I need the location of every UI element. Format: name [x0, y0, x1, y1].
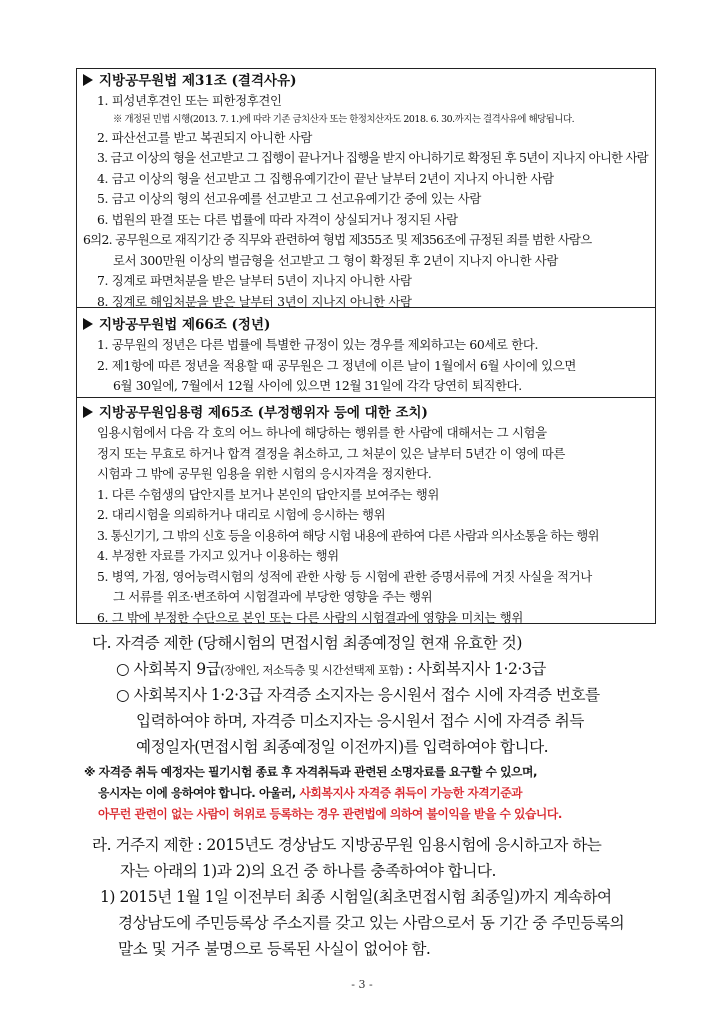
list-item-continuation: 6월 30일에, 7월에서 12월 사이에 있으면 12월 31일에 각각 당연히 퇴직한다. — [113, 378, 522, 393]
footnote: ※ 개정된 민법 시행(2013. 7. 1.)에 따라 기존 금치산자 또는 한정치산자도 2018. 6. 30.까지는 결격사유에 해당됩니다. — [113, 113, 575, 125]
list-item: 2. 파산선고를 받고 복권되지 아니한 사람 — [97, 129, 312, 145]
list-item-continuation: 예정일자(면접시험 최종예정일 이전까지)를 입력하여야 합니다. — [136, 738, 549, 756]
section-qualification — [92, 630, 662, 760]
section-heading: 라. 거주지 제한 : 2015년도 경상남도 지방공무원 임용시험에 응시하고자 하는 — [92, 836, 602, 854]
legal-excerpt-box — [76, 68, 656, 624]
section-title: 지방공무원법 제66조 (정년) — [83, 315, 649, 335]
paragraph-line: 시험과 그 밖에 공무원 임용을 위한 시험의 응시자격을 정지한다. — [97, 466, 432, 481]
list-item: ○ 사회복지 9급(장애인, 저소득층 및 시간선택제 포함) : 사회복지사 1·2·3급 — [116, 660, 546, 678]
notice — [84, 762, 664, 825]
section-divider — [77, 397, 655, 398]
section-heading-continuation: 자는 아래의 1)과 2)의 요건 중 하나를 충족하여야 합니다. — [120, 862, 496, 880]
list-item: 6. 법원의 판결 또는 다른 법률에 따라 자격이 상실되거나 정지된 사람 — [97, 211, 458, 227]
list-item-continuation: 로서 300만원 이상의 벌금형을 선고받고 그 형이 확정된 후 2년이 지나지 아니한 사람 — [113, 252, 559, 268]
list-item-continuation: 경상남도에 주민등록상 주소지를 갖고 있는 사람으로서 동 기간 중 주민등록의 — [118, 914, 625, 932]
list-item: 3. 금고 이상의 형을 선고받고 그 집행이 끝나거나 집행을 받지 아니하기로 확정된 후 5년이 지나지 아니한 사람 — [97, 150, 648, 165]
list-item-continuation: 그 서류를 위조·변조하여 시험결과에 부당한 영향을 주는 행위 — [113, 589, 433, 604]
section-title: 지방공무원법 제31조 (결격사유) — [83, 71, 649, 91]
section-residence — [92, 832, 662, 962]
list-item-continuation: 말소 및 거주 불명으로 등록된 사실이 없어야 함. — [118, 940, 431, 958]
notice-line: 응시자는 이에 응하여야 합니다. 아울러, 사회복지사 자격증 취득이 가능한 자격기준과 — [98, 786, 523, 800]
notice-line: ※ 자격증 취득 예정자는 필기시험 종료 후 자격취득과 관련된 소명자료를 요구할 수 있으며, — [84, 765, 537, 779]
list-item-continuation: 입력하여야 하며, 자격증 미소지자는 응시원서 접수 시에 자격증 취득 — [136, 712, 584, 730]
section-divider — [77, 307, 655, 308]
paragraph-line: 정지 또는 무효로 하거나 합격 결정을 취소하고, 그 처분이 있은 날부터 5년간 이 영에 따른 — [97, 445, 566, 461]
triangle-bullet-icon — [83, 318, 93, 330]
list-item: 5. 병역, 가점, 영어능력시험의 성적에 관한 사항 등 시험에 관한 증명서류에 거짓 사실을 적거나 — [97, 568, 592, 584]
list-item: 6의2. 공무원으로 재직기간 중 직무와 관련하여 형법 제355조 및 제356조에 규정된 죄를 범한 사람으 — [83, 232, 592, 247]
list-item: 4. 부정한 자료를 가지고 있거나 이용하는 행위 — [97, 548, 339, 563]
list-item: 2. 대리시험을 의뢰하거나 대리로 시험에 응시하는 행위 — [97, 507, 386, 522]
list-item: 1. 다른 수험생의 답안지를 보거나 본인의 답안지를 보여주는 행위 — [97, 486, 439, 502]
list-item: 1) 2015년 1월 1일 이전부터 최종 시험일(최초면접시험 최종일)까지 계속하여 — [100, 888, 612, 906]
list-item: 8. 징계로 해임처분을 받은 날부터 3년이 지나지 아니한 사람 — [97, 293, 412, 309]
section-title: 지방공무원임용령 제65조 (부정행위자 등에 대한 조치) — [83, 403, 649, 423]
list-item: 2. 제1항에 따른 정년을 적용할 때 공무원은 그 정년에 이른 날이 1월에서 6월 사이에 있으면 — [97, 357, 577, 373]
section-article-31 — [83, 71, 649, 312]
list-item: ○ 사회복지사 1·2·3급 자격증 소지자는 응시원서 접수 시에 자격증 번호를 — [116, 686, 600, 704]
section-article-66 — [83, 315, 649, 397]
section-article-65 — [83, 403, 649, 628]
triangle-bullet-icon — [83, 406, 93, 418]
list-item: 4. 금고 이상의 형을 선고받고 그 집행유예기간이 끝난 날부터 2년이 지나지 아니한 사람 — [97, 170, 554, 186]
paragraph-line: 임용시험에서 다음 각 호의 어느 하나에 해당하는 행위를 한 사람에 대해서는 그 시험을 — [97, 425, 547, 440]
list-item: 6. 그 밖에 부정한 수단으로 본인 또는 다른 사람의 시험결과에 영향을 미치는 행위 — [97, 609, 524, 625]
list-item: 1. 피성년후견인 또는 피한정후견인 — [97, 93, 282, 108]
section-heading: 다. 자격증 제한 (당해시험의 면접시험 최종예정일 현재 유효한 것) — [92, 634, 522, 652]
list-item: 3. 통신기기, 그 밖의 신호 등을 이용하여 해당 시험 내용에 관하여 다른 사람과 의사소통을 하는 행위 — [97, 527, 599, 543]
triangle-bullet-icon — [83, 74, 93, 86]
notice-line: 아무런 관련이 없는 사람이 허위로 등록하는 경우 관련법에 의하여 불이익을 받을 수 있습니다. — [98, 807, 562, 821]
list-item: 1. 공무원의 정년은 다른 법률에 특별한 규정이 있는 경우를 제외하고는 60세로 한다. — [97, 337, 539, 352]
page-number: - 3 - — [351, 978, 373, 991]
list-item: 7. 징계로 파면처분을 받은 날부터 5년이 지나지 아니한 사람 — [97, 273, 412, 288]
list-item: 5. 금고 이상의 형의 선고유예를 선고받고 그 선고유예기간 중에 있는 사람 — [97, 191, 481, 206]
